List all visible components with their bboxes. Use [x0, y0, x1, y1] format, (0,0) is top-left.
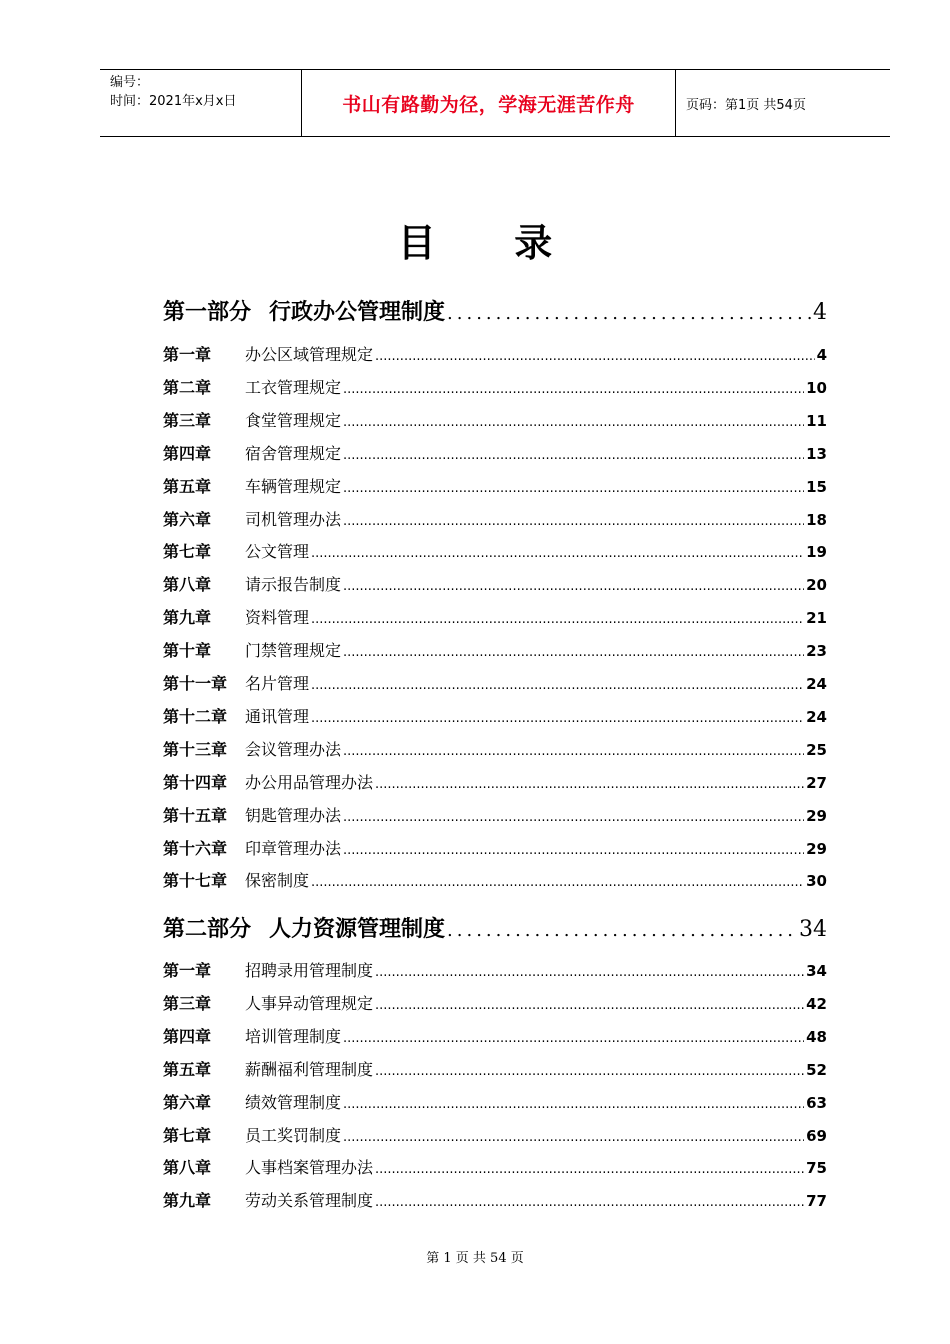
chapter-title: 钥匙管理办法 [245, 805, 342, 825]
chapter-title: 绩效管理制度 [245, 1092, 342, 1112]
dot-leader [311, 612, 804, 627]
chapter-label: 第七章 [163, 542, 212, 562]
chapter-label: 第五章 [163, 476, 212, 496]
toc-chapter-entry[interactable] [163, 539, 827, 562]
chapter-page-number: 69 [806, 1126, 827, 1145]
toc-chapter-entry[interactable] [163, 507, 827, 530]
dot-leader [375, 965, 804, 980]
chapter-label: 第三章 [163, 993, 212, 1013]
toc-chapter-entry[interactable] [163, 441, 827, 464]
dot-leader [375, 1195, 804, 1210]
part-label: 第一部分 [163, 300, 252, 325]
toc-part-entry[interactable] [163, 295, 827, 326]
chapter-label: 第四章 [163, 1026, 212, 1046]
chapter-label: 第十一章 [163, 674, 228, 693]
chapter-page-number: 52 [806, 1060, 827, 1079]
part-title: 行政办公管理制度 [269, 300, 446, 325]
dot-leader [343, 645, 804, 660]
toc-chapter-entry[interactable] [163, 1188, 827, 1211]
chapter-title: 薪酬福利管理制度 [245, 1059, 374, 1079]
toc-chapter-entry[interactable] [163, 1090, 827, 1113]
chapter-page-number: 27 [806, 773, 827, 792]
chapter-label: 第三章 [163, 410, 212, 430]
chapter-page-number: 15 [806, 477, 827, 496]
chapter-page-number: 34 [806, 962, 827, 980]
chapter-label: 第八章 [163, 1158, 212, 1178]
chapter-page-number: 18 [806, 510, 827, 529]
toc-chapter-entry[interactable] [163, 704, 827, 727]
toc-chapter-entry[interactable] [163, 375, 827, 398]
chapter-title: 劳动关系管理制度 [245, 1191, 374, 1211]
chapter-title: 会议管理办法 [245, 739, 342, 759]
chapter-title: 资料管理 [245, 608, 310, 628]
chapter-page-number: 77 [806, 1192, 827, 1211]
dot-leader [375, 998, 804, 1013]
chapter-page-number: 13 [806, 444, 827, 463]
dot-leader [343, 1097, 804, 1112]
chapter-label: 第十章 [163, 641, 212, 661]
dot-leader [343, 1130, 804, 1145]
chapter-label: 第六章 [163, 1092, 212, 1112]
chapter-page-number: 4 [816, 346, 827, 364]
chapter-title: 培训管理制度 [245, 1026, 342, 1046]
dot-leader [375, 1162, 804, 1177]
toc-chapter-entry[interactable] [163, 1155, 827, 1178]
toc-chapter-entry[interactable] [163, 572, 827, 595]
toc-chapter-entry[interactable] [163, 803, 827, 826]
chapter-page-number: 24 [806, 707, 827, 726]
header-motto: 书山有路勤为径，学海无涯苦作舟 [302, 70, 676, 136]
toc-part-entry[interactable] [163, 912, 827, 943]
toc-chapter-entry[interactable] [163, 868, 827, 891]
dot-leader [343, 415, 804, 430]
toc-chapter-entry[interactable] [163, 770, 827, 793]
toc-chapter-entry[interactable] [163, 1123, 827, 1146]
chapter-page-number: 10 [806, 378, 827, 397]
dot-leader [311, 711, 804, 726]
chapter-title: 通讯管理 [245, 706, 310, 726]
dot-leader [375, 1064, 804, 1079]
header-meta [100, 70, 302, 136]
dot-leader [375, 349, 815, 364]
chapter-title: 司机管理办法 [245, 509, 342, 529]
chapter-title: 人事档案管理办法 [245, 1158, 374, 1178]
chapter-label: 第十五章 [163, 805, 228, 825]
chapter-title: 工衣管理规定 [245, 377, 342, 397]
part-title: 人力资源管理制度 [269, 917, 446, 942]
toc-chapter-entry[interactable] [163, 1057, 827, 1080]
dot-leader [311, 546, 804, 561]
chapter-label: 第十三章 [163, 739, 228, 759]
chapter-label: 第一章 [163, 961, 212, 980]
chapter-title: 公文管理 [245, 542, 310, 562]
dot-leader [343, 579, 804, 594]
chapter-title: 招聘录用管理制度 [245, 961, 374, 980]
part-page-number: 34 [799, 917, 827, 942]
toc-chapter-entry[interactable] [163, 737, 827, 760]
chapter-label: 第六章 [163, 509, 212, 529]
chapter-page-number: 24 [806, 675, 827, 693]
chapter-page-number: 11 [806, 411, 827, 430]
toc-chapter-entry[interactable] [163, 638, 827, 661]
dot-leader [343, 843, 804, 858]
chapter-label: 第十七章 [163, 871, 228, 891]
chapter-label: 第二章 [163, 377, 212, 397]
toc-chapter-entry[interactable] [163, 991, 827, 1014]
serial-label: 编号： [110, 75, 150, 90]
chapter-page-number: 29 [806, 839, 827, 858]
chapter-title: 办公区域管理规定 [245, 345, 374, 364]
dot-leader [447, 303, 811, 324]
chapter-title: 食堂管理规定 [245, 410, 342, 430]
toc-chapter-entry[interactable] [163, 408, 827, 431]
chapter-title: 名片管理 [245, 674, 310, 693]
toc-title-char-2: 录 [514, 221, 553, 265]
toc-chapter-entry[interactable] [163, 605, 827, 628]
toc-chapter-entry[interactable] [163, 474, 827, 497]
toc-chapter-entry[interactable] [163, 671, 827, 694]
dot-leader [343, 744, 804, 759]
chapter-title: 员工奖罚制度 [245, 1125, 342, 1145]
page-header [100, 69, 890, 137]
chapter-label: 第一章 [163, 345, 212, 364]
chapter-page-number: 21 [806, 609, 827, 628]
dot-leader [311, 678, 804, 693]
chapter-page-number: 30 [806, 872, 827, 891]
chapter-label: 第十二章 [163, 706, 228, 726]
dot-leader [343, 514, 804, 529]
chapter-label: 第十四章 [163, 772, 228, 792]
toc-chapter-entry[interactable] [163, 342, 827, 365]
chapter-label: 第四章 [163, 443, 212, 463]
chapter-page-number: 48 [806, 1027, 827, 1046]
chapter-label: 第九章 [163, 1191, 212, 1211]
chapter-title: 保密制度 [245, 871, 310, 891]
header-page-info: 页码：第1页 共54页 [686, 97, 806, 113]
toc-chapter-entry[interactable] [163, 958, 827, 981]
chapter-title: 门禁管理规定 [245, 641, 342, 661]
dot-leader [343, 382, 804, 397]
chapter-page-number: 29 [806, 806, 827, 825]
dot-leader [343, 810, 804, 825]
chapter-title: 请示报告制度 [245, 575, 342, 595]
toc-title [0, 212, 950, 267]
chapter-page-number: 25 [806, 740, 827, 759]
page-footer: 第 1 页 共 54 页 [426, 1251, 524, 1266]
chapter-label: 第五章 [163, 1059, 212, 1079]
chapter-label: 第十六章 [163, 838, 228, 858]
dot-leader [375, 777, 804, 792]
chapter-title: 印章管理办法 [245, 838, 342, 858]
chapter-page-number: 75 [806, 1159, 827, 1178]
chapter-title: 车辆管理规定 [245, 476, 342, 496]
toc-title-char-1: 目 [397, 221, 436, 265]
chapter-page-number: 20 [806, 576, 827, 595]
chapter-page-number: 23 [806, 642, 827, 661]
dot-leader [343, 448, 804, 463]
part-label: 第二部分 [163, 917, 252, 942]
chapter-title: 人事异动管理规定 [245, 993, 374, 1013]
dot-leader [447, 920, 797, 941]
dot-leader [343, 1031, 804, 1046]
chapter-page-number: 19 [806, 543, 827, 562]
toc-chapter-entry[interactable] [163, 836, 827, 859]
chapter-label: 第七章 [163, 1125, 212, 1145]
toc-chapter-entry[interactable] [163, 1024, 827, 1047]
chapter-page-number: 42 [806, 994, 827, 1013]
chapter-title: 办公用品管理办法 [245, 772, 374, 792]
part-page-number: 4 [813, 300, 827, 325]
dot-leader [343, 481, 804, 496]
date-line: 时间：2021年x月x日 [110, 94, 237, 109]
dot-leader [311, 875, 804, 890]
chapter-page-number: 63 [806, 1093, 827, 1112]
chapter-label: 第九章 [163, 608, 212, 628]
chapter-label: 第八章 [163, 575, 212, 595]
chapter-title: 宿舍管理规定 [245, 443, 342, 463]
